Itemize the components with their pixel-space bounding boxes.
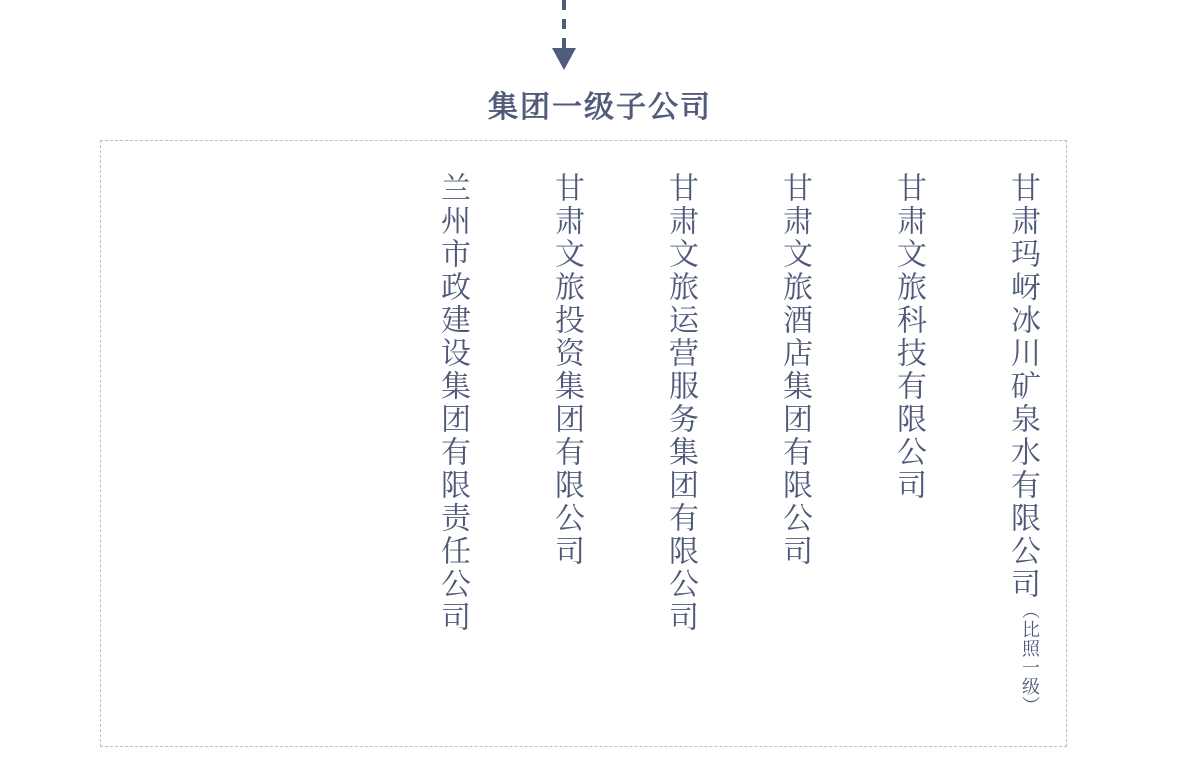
list-item — [585, 172, 699, 634]
page-title: 集团一级子公司 — [488, 91, 712, 124]
list-item — [927, 172, 1041, 715]
company-name: 甘肃玛岈冰川矿泉水有限公司 — [1006, 172, 1039, 601]
connector-arrow — [0, 0, 1200, 80]
company-name: 甘肃文旅科技有限公司 — [892, 172, 925, 502]
dashed-down-arrow-icon — [0, 0, 1200, 80]
list-item — [813, 172, 927, 502]
company-name: 兰州市政建设集团有限责任公司 — [436, 172, 469, 634]
list-item — [357, 172, 471, 634]
company-name: 甘肃文旅投资集团有限公司 — [550, 172, 583, 568]
company-name: 甘肃文旅酒店集团有限公司 — [778, 172, 811, 568]
list-item — [699, 172, 813, 568]
company-note: （比照一级） — [1020, 601, 1040, 715]
company-name: 甘肃文旅运营服务集团有限公司 — [664, 172, 697, 634]
company-list — [100, 140, 1067, 747]
list-item — [471, 172, 585, 568]
